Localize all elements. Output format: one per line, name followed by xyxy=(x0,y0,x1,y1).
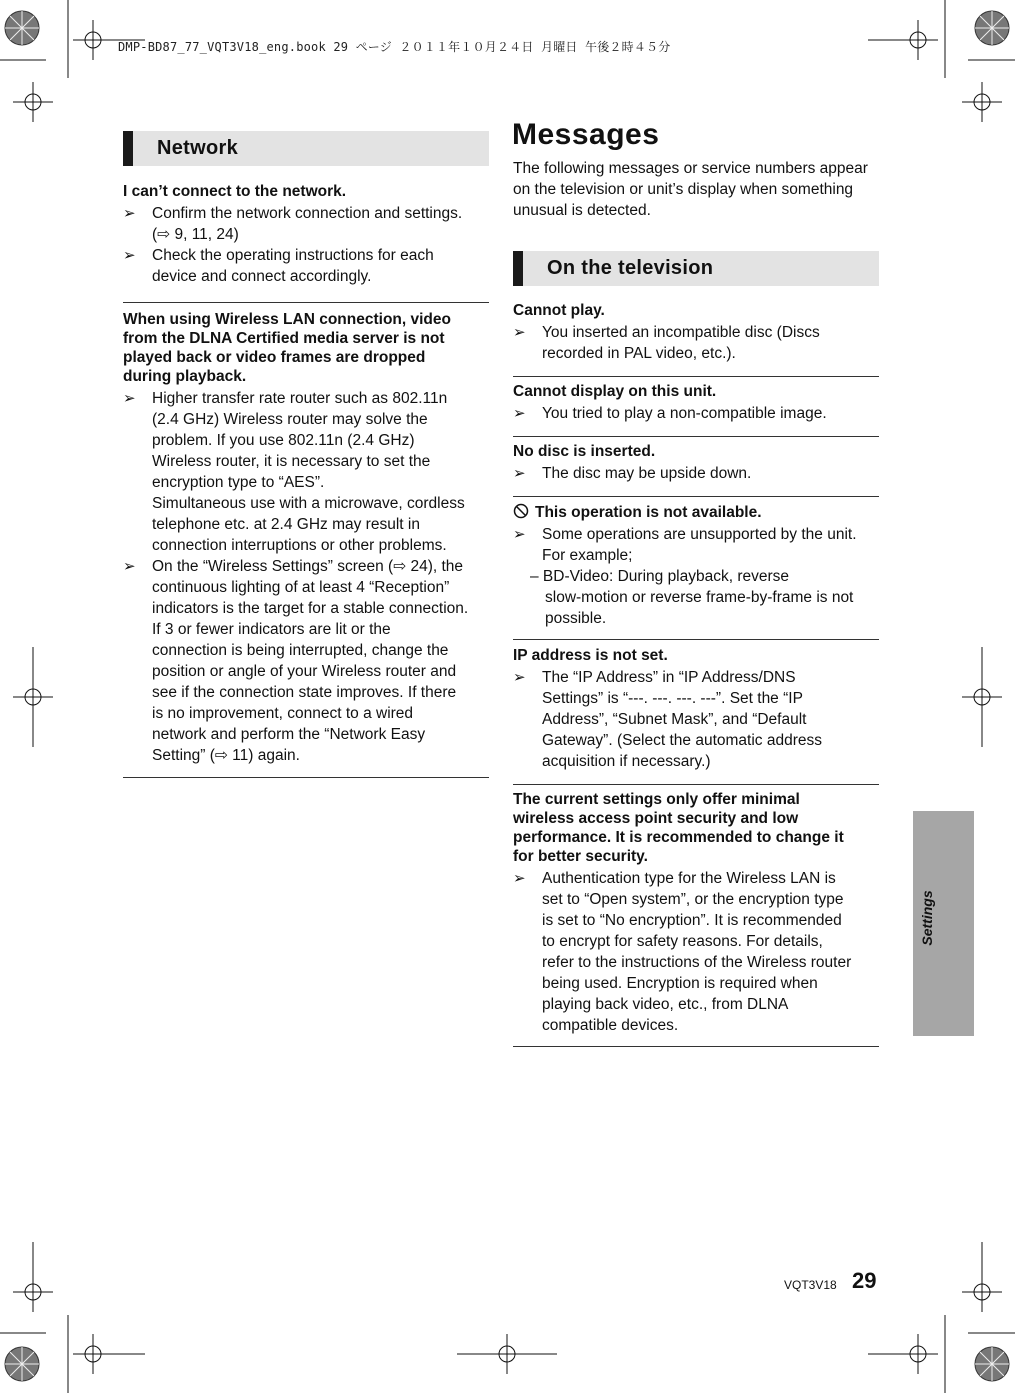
title-line: When using Wireless LAN connection, video xyxy=(123,311,451,328)
bullet-line: problem. If you use 802.11n (2.4 GHz) xyxy=(152,432,415,449)
arrowhead-icon: ➢ xyxy=(513,405,526,422)
bullet-line: is no improvement, connect to a wired xyxy=(152,705,414,722)
list-item xyxy=(123,245,489,287)
bullet-line: connection is being interrupted, change the xyxy=(152,642,449,659)
bullet-line: The disc may be upside down. xyxy=(542,465,752,482)
arrowhead-icon: ➢ xyxy=(513,870,526,887)
list-item xyxy=(123,556,489,766)
bullet-line: connection interruptions or other problems. xyxy=(152,537,447,554)
intro-text xyxy=(513,158,883,221)
entry-title: No disc is inserted. xyxy=(513,443,656,460)
arrowhead-icon: ➢ xyxy=(513,526,526,543)
on-television-section-title: On the television xyxy=(547,257,714,279)
bullet-line: encryption type to “AES”. xyxy=(152,474,325,491)
list-item xyxy=(513,868,883,1036)
bullet-line: recorded in PAL video, etc.). xyxy=(542,345,736,362)
arrowhead-icon: ➢ xyxy=(513,465,526,482)
settings-tab-label: Settings xyxy=(919,890,935,946)
network-section-title: Network xyxy=(157,137,239,159)
list-item xyxy=(513,667,883,772)
arrowhead-icon: ➢ xyxy=(513,669,526,686)
bullet-line: continuous lighting of at least 4 “Reception” xyxy=(152,579,450,596)
list-item xyxy=(513,463,883,484)
dash-item xyxy=(513,566,883,629)
page-title: Messages xyxy=(512,118,660,151)
title-line: played back or video frames are dropped xyxy=(123,349,426,366)
bullet-line: If 3 or fewer indicators are lit or the xyxy=(152,621,391,638)
title-line: performance. It is recommended to change it xyxy=(513,829,844,846)
divider xyxy=(513,1046,879,1047)
bullet-line: You tried to play a non-compatible image. xyxy=(542,405,827,422)
bullet-line: see if the connection state improves. If there xyxy=(152,684,457,701)
bullet-line: For example; xyxy=(542,547,633,564)
list-item xyxy=(123,388,489,556)
message-entry-security-warning xyxy=(513,790,883,1036)
arrowhead-icon: ➢ xyxy=(513,324,526,341)
bullet-line: Gateway”. (Select the automatic address xyxy=(542,732,822,749)
dash-line: – BD-Video: During playback, reverse xyxy=(530,568,790,585)
arrowhead-icon: ➢ xyxy=(123,247,136,264)
bullet-line: network and perform the “Network Easy xyxy=(152,726,426,743)
arrowhead-icon: ➢ xyxy=(123,558,136,575)
entry-title: IP address is not set. xyxy=(513,647,668,664)
bullet-line: The “IP Address” in “IP Address/DNS xyxy=(542,669,796,686)
arrowhead-icon: ➢ xyxy=(123,390,136,407)
bullet-line: Wireless router, it is necessary to set the xyxy=(152,453,431,470)
intro-line: unusual is detected. xyxy=(513,202,651,219)
bullet-line: Confirm the network connection and settings. xyxy=(152,205,463,222)
entry-title: I can’t connect to the network. xyxy=(123,183,347,200)
bullet-line: indicators is the target for a stable connection. xyxy=(152,600,469,617)
divider xyxy=(513,639,879,640)
bullet-line: Settings” is “---. ---. ---. ---”. Set the “IP xyxy=(542,690,803,707)
bullet-line: On the “Wireless Settings” screen (⇨ 24), the xyxy=(152,558,464,575)
document-code: VQT3V18 xyxy=(784,1278,837,1292)
title-line: during playback. xyxy=(123,368,247,385)
bullet-line: Address”, “Subnet Mask”, and “Default xyxy=(542,711,807,728)
divider xyxy=(123,302,489,303)
message-entry-cannot-display xyxy=(513,382,883,424)
divider xyxy=(513,376,879,377)
arrowhead-icon: ➢ xyxy=(123,205,136,222)
divider xyxy=(513,496,879,497)
bullet-line: being used. Encryption is required when xyxy=(542,975,818,992)
prohibited-icon xyxy=(513,503,529,519)
entry-title xyxy=(513,790,883,866)
bullet-line: Authentication type for the Wireless LAN is xyxy=(542,870,836,887)
title-line: from the DLNA Certified media server is not xyxy=(123,330,445,347)
title-line: The current settings only offer minimal xyxy=(513,791,800,808)
bullet-line: compatible devices. xyxy=(542,1017,679,1034)
entry-title xyxy=(513,503,883,522)
message-entry-ip-not-set xyxy=(513,646,883,772)
entry-title xyxy=(123,310,489,386)
list-item xyxy=(123,203,489,245)
list-item xyxy=(513,403,883,424)
bullet-line: Higher transfer rate router such as 802.11n xyxy=(152,390,448,407)
bullet-line: Some operations are unsupported by the unit. xyxy=(542,526,857,543)
bullet-line: acquisition if necessary.) xyxy=(542,753,711,770)
divider xyxy=(513,436,879,437)
bullet-line: refer to the instructions of the Wireless router xyxy=(542,954,852,971)
bullet-line: You inserted an incompatible disc (Discs xyxy=(542,324,820,341)
page-number: 29 xyxy=(852,1268,877,1293)
message-entry-cannot-play xyxy=(513,301,883,364)
bullet-line: Check the operating instructions for each xyxy=(152,247,434,264)
entry-title-text: This operation is not available. xyxy=(535,504,762,521)
network-entry-cannot-connect xyxy=(123,182,489,287)
message-entry-operation-not-available xyxy=(513,503,883,629)
network-entry-wireless-lan xyxy=(123,310,489,766)
intro-line: The following messages or service numbers appear xyxy=(513,160,868,177)
network-section-header xyxy=(123,131,489,166)
list-item xyxy=(513,322,883,364)
title-line: for better security. xyxy=(513,848,648,865)
divider xyxy=(513,784,879,785)
bullet-line: Setting” (⇨ 11) again. xyxy=(152,747,300,764)
list-item xyxy=(513,524,883,566)
bullet-line: (2.4 GHz) Wireless router may solve the xyxy=(152,411,428,428)
intro-line: on the television or unit’s display when something xyxy=(513,181,854,198)
bullet-line: set to “Open system”, or the encryption type xyxy=(542,891,844,908)
bullet-line: position or angle of your Wireless router and xyxy=(152,663,457,680)
print-header-info: DMP-BD87_77_VQT3V18_eng.book 29 ページ ２０１１年１０月２４日 月曜日 午後２時４５分 xyxy=(118,40,671,54)
bullet-line: (⇨ 9, 11, 24) xyxy=(152,226,239,243)
bullet-line: is set to “No encryption”. It is recommended xyxy=(542,912,842,929)
bullet-line: device and connect accordingly. xyxy=(152,268,372,285)
bullet-line: playing back video, etc., from DLNA xyxy=(542,996,789,1013)
bullet-line: telephone etc. at 2.4 GHz may result in xyxy=(152,516,420,533)
dash-line: slow-motion or reverse frame-by-frame is not xyxy=(545,589,854,606)
on-television-section-header xyxy=(513,251,879,286)
message-entry-no-disc xyxy=(513,442,883,484)
entry-title: Cannot play. xyxy=(513,302,605,319)
title-line: wireless access point security and low xyxy=(513,810,799,827)
entry-title: Cannot display on this unit. xyxy=(513,383,717,400)
dash-line: possible. xyxy=(545,610,607,627)
bullet-line: to encrypt for safety reasons. For details, xyxy=(542,933,823,950)
divider xyxy=(123,777,489,778)
bullet-line: Simultaneous use with a microwave, cordless xyxy=(152,495,465,512)
